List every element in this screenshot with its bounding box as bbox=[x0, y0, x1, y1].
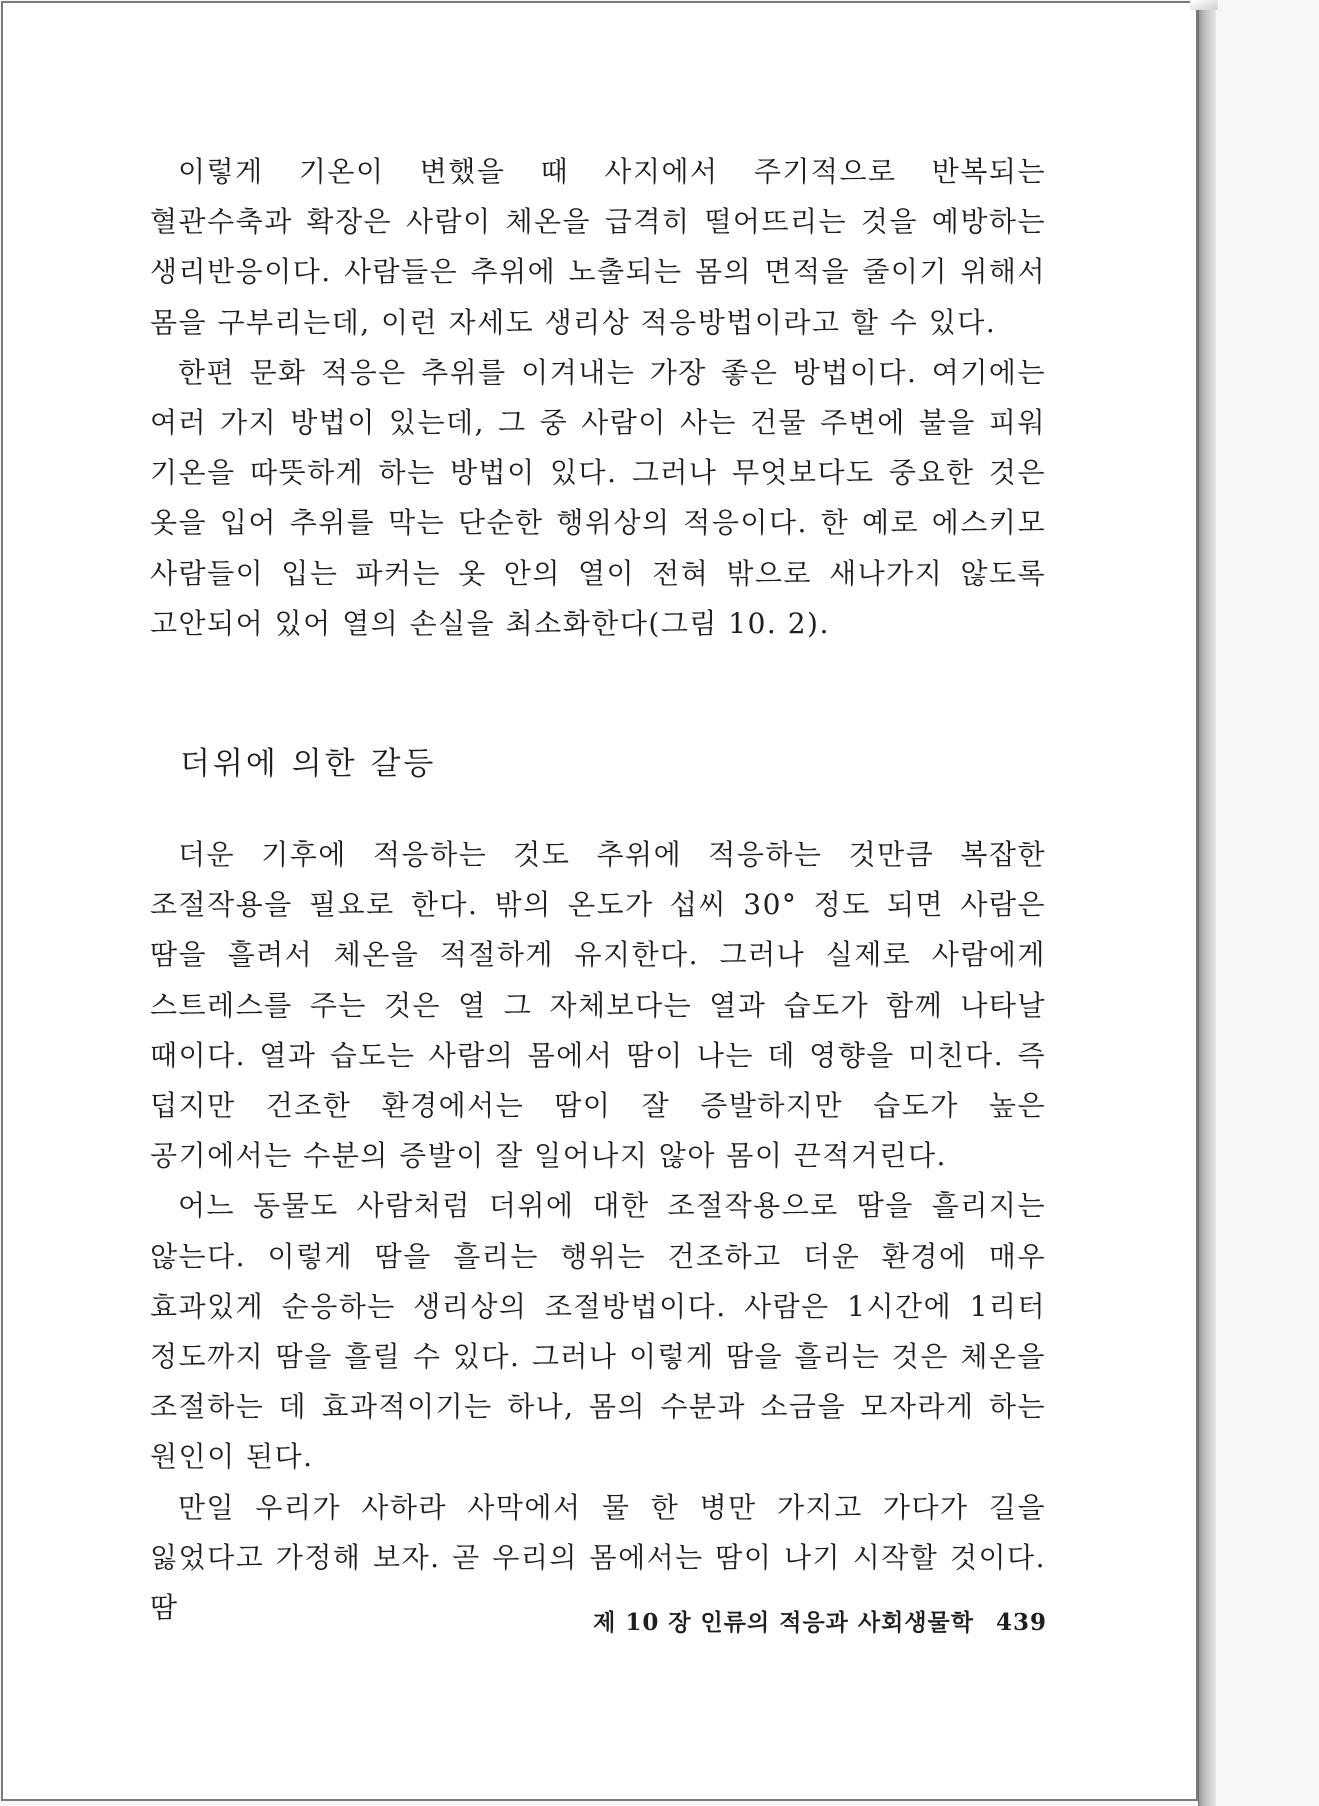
running-footer bbox=[593, 1604, 1047, 1637]
paragraph: 더운 기후에 적응하는 것도 추위에 적응하는 것만큼 복잡한 조절작용을 필요로 한다. 밖의 온도가 섭씨 30° 정도 되면 사람은 땀을 흘려서 체온을 적절하게 유지한다. 그러나 실제로 사람에게 스트레스를 주는 것은 열 그 자체보다는 열과 습도가 함께 나타날 때이다. 열과 습도는 사람의 몸에서 땀이 나는 데 영향을 미친다. 즉 덥지만 건조한 환경에서는 땀이 잘 증발하지만 습도가 높은 공기에서는 수분의 증발이 잘 일어나지 않아 몸이 끈적거린다. bbox=[150, 838, 1046, 1173]
paragraph: 만일 우리가 사하라 사막에서 물 한 병만 가지고 가다가 길을 잃었다고 가정해 보자. 곧 우리의 몸에서는 땀이 나기 시작할 것이다. 땀 bbox=[150, 1490, 1046, 1625]
page-corner bbox=[1190, 0, 1218, 10]
body-text-top bbox=[150, 147, 1046, 649]
paragraph: 이렇게 기온이 변했을 때 사지에서 주기적으로 반복되는 혈관수축과 확장은 사람이 체온을 급격히 떨어뜨리는 것을 예방하는 생리반응이다. 사람들은 추위에 노출되는 몸의 면적을 줄이기 위해서 몸을 구부리는데, 이런 자세도 생리상 적응방법이라고 할 수 있다. bbox=[150, 155, 1046, 339]
paragraph: 어느 동물도 사람처럼 더위에 대한 조절작용으로 땀을 흘리지는 않는다. 이렇게 땀을 흘리는 행위는 건조하고 더운 환경에 매우 효과있게 순응하는 생리상의 조절방법이다. 사람은 1시간에 1리터 정도까지 땀을 흘릴 수 있다. 그러나 이렇게 땀을 흘리는 것은 체온을 조절하는 데 효과적이기는 하나, 몸의 수분과 소금을 모자라게 하는 원인이 된다. bbox=[150, 1189, 1046, 1474]
page-number: 439 bbox=[995, 1609, 1047, 1636]
body-text-bottom bbox=[150, 830, 1046, 1633]
paragraph: 한편 문화 적응은 추위를 이겨내는 가장 좋은 방법이다. 여기에는 여러 가지 방법이 있는데, 그 중 사람이 사는 건물 주변에 불을 피워 기온을 따뜻하게 하는 방법이 있다. 그러나 무엇보다도 중요한 것은 옷을 입어 추위를 막는 단순한 행위상의 적응이다. 한 예로 에스키모 사람들이 입는 파커는 옷 안의 열이 전혀 밖으로 새나가지 않도록 고안되어 있어 열의 손실을 최소화한다(그림 10. 2). bbox=[150, 355, 1046, 640]
page-stack-edge bbox=[1198, 6, 1216, 1806]
chapter-title: 제 10 장 인류의 적응과 사회생물학 bbox=[593, 1609, 974, 1636]
section-heading: 더위에 의한 갈등 bbox=[180, 746, 437, 782]
